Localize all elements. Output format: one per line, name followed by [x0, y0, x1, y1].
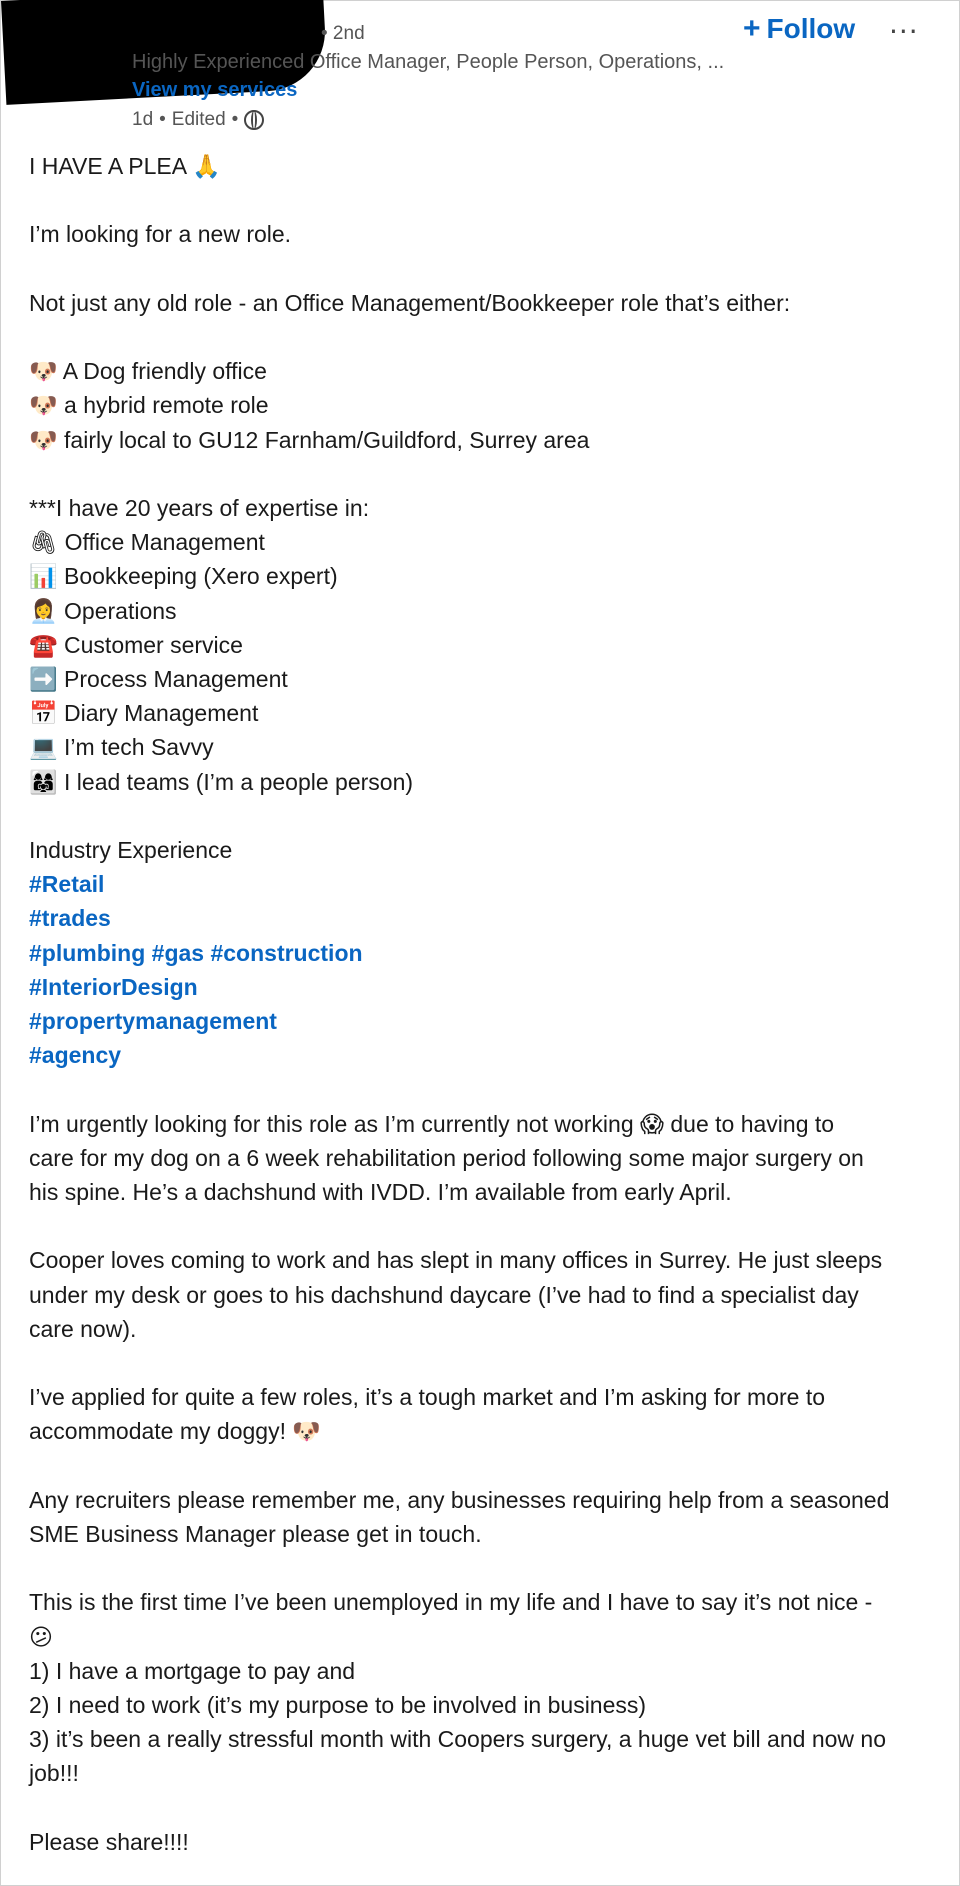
expertise-item: 👩‍👩‍👧 I lead teams (I’m a people person): [29, 768, 414, 795]
post-meta: [132, 109, 264, 131]
post-paragraph-line: Cooper loves coming to work and has slept in many offices in Surrey. He just sleeps: [29, 1247, 883, 1274]
wish-item: 🐶 A Dog friendly office: [29, 358, 267, 385]
expertise-intro: ***I have 20 years of expertise in:: [29, 494, 370, 521]
expertise-item: 💻 I’m tech Savvy: [29, 734, 214, 761]
post-paragraph-line: 😕: [29, 1623, 53, 1650]
expertise-item: 📊 Bookkeeping (Xero expert): [29, 563, 338, 590]
reason-item: 3) it’s been a really stressful month with Coopers surgery, a huge vet bill and now no: [29, 1726, 886, 1753]
reason-item: 2) I need to work (it’s my purpose to be involved in business): [29, 1691, 647, 1718]
plus-icon: +: [743, 12, 761, 45]
expertise-item: ☎️ Customer service: [29, 631, 243, 658]
hashtag-propertymanagement[interactable]: #propertymanagement: [29, 1008, 277, 1034]
post-paragraph-line: I’m urgently looking for this role as I’m currently not working 😱 due to having to: [29, 1110, 835, 1137]
post-paragraph-line: This is the first time I’ve been unemployed in my life and I have to say it’s not nice -: [29, 1589, 873, 1616]
hashtag-agency[interactable]: #agency: [29, 1042, 122, 1069]
post-paragraph-line: I’ve applied for quite a few roles, it’s a tough market and I’m asking for more to: [29, 1384, 826, 1411]
post-paragraph: I’m looking for a new role.: [29, 221, 292, 248]
post-paragraph-line: accommodate my doggy! 🐶: [29, 1418, 321, 1445]
post-paragraph-line: SME Business Manager please get in touch.: [29, 1520, 482, 1547]
post-paragraph-line: Any recruiters please remember me, any businesses requiring help from a seasoned: [29, 1486, 890, 1513]
hashtag-interiordesign[interactable]: #InteriorDesign: [29, 973, 198, 1000]
wish-item: 🐶 a hybrid remote role: [29, 392, 269, 419]
expertise-item: 🖇 Office Management: [29, 529, 265, 556]
reason-item: 1) I have a mortgage to pay and: [29, 1657, 356, 1684]
post-closing: Please share!!!!: [29, 1828, 189, 1855]
author-headline[interactable]: Highly Experienced Office Manager, People Person, Operations, ...: [132, 51, 725, 73]
meta-separator: •: [159, 109, 166, 130]
expertise-item: 👩‍💼 Operations: [29, 597, 177, 624]
post-title: I HAVE A PLEA 🙏: [29, 153, 221, 179]
expertise-item: ➡️ Process Management: [29, 665, 288, 692]
post-body: [29, 149, 939, 1859]
post-paragraph-line: under my desk or goes to his dachshund daycare (I’ve had to find a specialist day: [29, 1281, 859, 1308]
follow-label: Follow: [766, 13, 856, 44]
meta-separator: •: [231, 109, 239, 130]
edited-label: Edited: [171, 109, 226, 130]
view-services-link[interactable]: View my services: [132, 79, 298, 101]
industry-title: Industry Experience: [29, 836, 233, 863]
more-options-button[interactable]: ···: [889, 15, 919, 48]
expertise-item: 📅 Diary Management: [29, 700, 259, 727]
connection-degree: • 2nd: [321, 23, 365, 44]
post-time: 1d: [132, 109, 154, 130]
post-paragraph-line: care for my dog on a 6 week rehabilitation period following some major surgery on: [29, 1144, 864, 1171]
post-paragraph: Not just any old role - an Office Management/Bookkeeper role that’s either:: [29, 289, 791, 316]
wish-item: 🐶 fairly local to GU12 Farnham/Guildford, Surrey area: [29, 426, 590, 453]
hashtag-trades[interactable]: #trades: [29, 905, 111, 932]
follow-button[interactable]: [743, 13, 855, 45]
reason-item: job!!!: [29, 1760, 79, 1787]
globe-icon: [244, 110, 264, 130]
hashtag-plumbing-gas-construction[interactable]: #plumbing #gas #construction: [29, 939, 363, 966]
post-paragraph-line: his spine. He’s a dachshund with IVDD. I’m available from early April.: [29, 1179, 732, 1205]
post-paragraph-line: care now).: [29, 1315, 137, 1342]
hashtag-retail[interactable]: #Retail: [29, 871, 105, 898]
